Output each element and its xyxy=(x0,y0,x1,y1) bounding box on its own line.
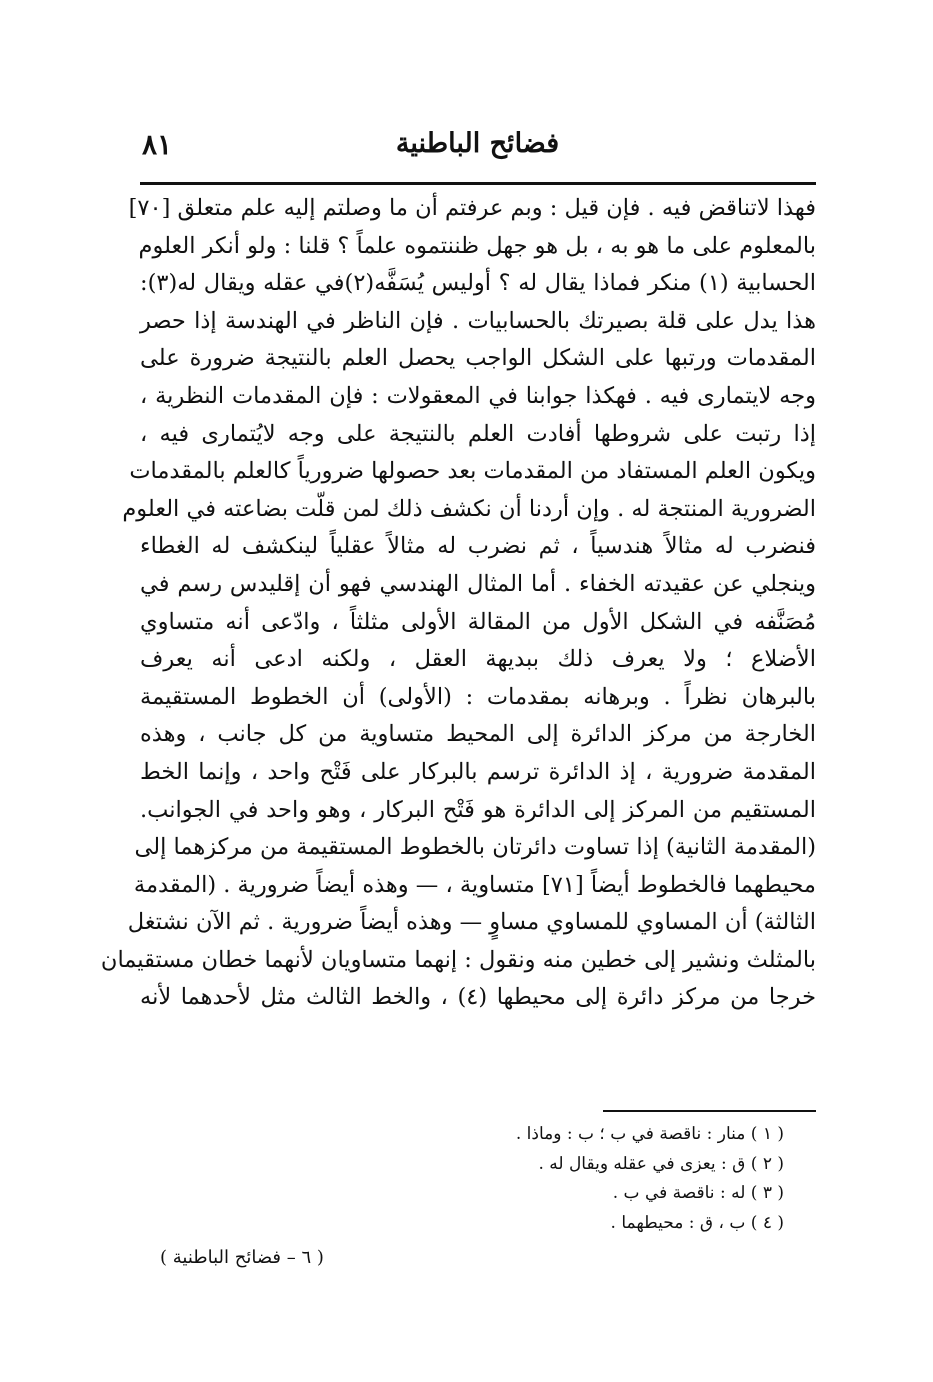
running-title: فضائح الباطنية xyxy=(395,128,560,159)
text-line: خرجا من مركز دائرة إلى محيطها (٤) ، والخط الثالث مثل لأحدهما لأنه xyxy=(140,984,816,1011)
text-line: الخارجة من مركز الدائرة إلى المحيط متساوية من كل جانب ، وهذه xyxy=(140,721,816,748)
text-line: (المقدمة الثانية) إذا تساوت دائرتان بالخطوط المستقيمة من مركزهما إلى xyxy=(134,834,816,861)
text-line: ويكون العلم المستفاد من المقدمات بعد حصولها ضرورياً كالعلم بالمقدمات xyxy=(129,458,816,485)
text-line: بالمثلث ونشير إلى خطين منه ونقول : إنهما متساويان لأنهما خطان مستقيمان xyxy=(100,946,816,973)
text-line: بالمعلوم على ما هو به ، بل هو جهل ظننتموه علماً ؟ قلنا : ولو أنكر العلوم xyxy=(138,232,816,259)
text-line: المقدمة ضرورية ، إذ الدائرة ترسم بالبركار على فَتْح واحد ، وإنما الخط xyxy=(140,758,816,785)
text-line: فنضرب له مثالاً هندسياً ، ثم نضرب له مثالاً عقلياً لينكشف له الغطاء xyxy=(140,533,816,560)
footnotes xyxy=(400,1120,784,1238)
text-line: الأضلاع ؛ ولا يعرف ذلك ببديهة العقل ، ولكنه ادعى أنه يعرف xyxy=(140,646,816,673)
main-text xyxy=(100,190,816,1017)
text-line: المقدمات ورتبها على الشكل الواجب يحصل العلم بالنتيجة ضرورة على xyxy=(140,345,816,372)
text-line: الثالثة) أن المساوي للمساوي مساوٍ — وهذه أيضاً ضرورية . ثم الآن نشتغل xyxy=(127,909,816,936)
text-line: بالبرهان نظراً . وبرهانه بمقدمات : (الأولى) أن الخطوط المستقيمة xyxy=(140,683,816,710)
header-rule xyxy=(140,182,816,185)
text-line: هذا يدل على قلة بصيرتك بالحسابيات . فإن الناظر في الهندسة إذا حصر xyxy=(140,307,816,334)
footnote: ( ٤ ) ب ، ق : محيطهما . xyxy=(610,1212,784,1233)
text-line: الضرورية المنتجة له . وإن أردنا أن نكشف ذلك لمن قلّت بضاعته في العلوم xyxy=(122,495,816,522)
footnote: ( ٣ ) له : ناقصة في ب . xyxy=(612,1183,784,1203)
footnote: ( ١ ) منار : ناقصة في ب ؛ ب : وماذا . xyxy=(515,1124,784,1144)
text-line: فهذا لاتناقض فيه . فإن قيل : وبم عرفتم أن ما وصلتم إليه علم متعلق [٧٠] xyxy=(128,195,816,221)
page-number: ٨١ xyxy=(142,128,173,161)
text-line: وينجلي عن عقيدته الخفاء . أما المثال الهندسي فهو أن إقليدس رسم في xyxy=(140,570,816,597)
footnote: ( ٢ ) ق : يعزى في عقله ويقال له . xyxy=(538,1153,784,1174)
text-line: محيطهما فالخطوط أيضاً [٧١] متساوية ، — وهذه أيضاً ضرورية . (المقدمة xyxy=(133,871,816,898)
footnote-rule xyxy=(603,1110,816,1112)
text-line: وجه لايتمارى فيه . فهكذا جوابنا في المعقولات : فإن المقدمات النظرية ، xyxy=(140,382,816,409)
text-line: الحسابية (١) منكر فماذا يقال له ؟ أوليس يُسَفَّه(٢)في عقله ويقال له(٣): xyxy=(140,270,816,297)
page-header xyxy=(140,128,815,178)
text-line: المستقيم من المركز إلى الدائرة هو فَتْح البركار ، وهو واحد في الجوانب. xyxy=(140,796,816,823)
text-line: إذا رتبت على شروطها أفادت العلم بالنتيجة على وجه لايُتمارى فيه ، xyxy=(140,420,816,447)
text-line: مُصَنَّفه في الشكل الأول من المقالة الأولى مثلثاً ، وادّعى أنه متساوي xyxy=(140,608,816,635)
signature-mark: ( ٦ – فضائح الباطنية ) xyxy=(160,1247,324,1268)
